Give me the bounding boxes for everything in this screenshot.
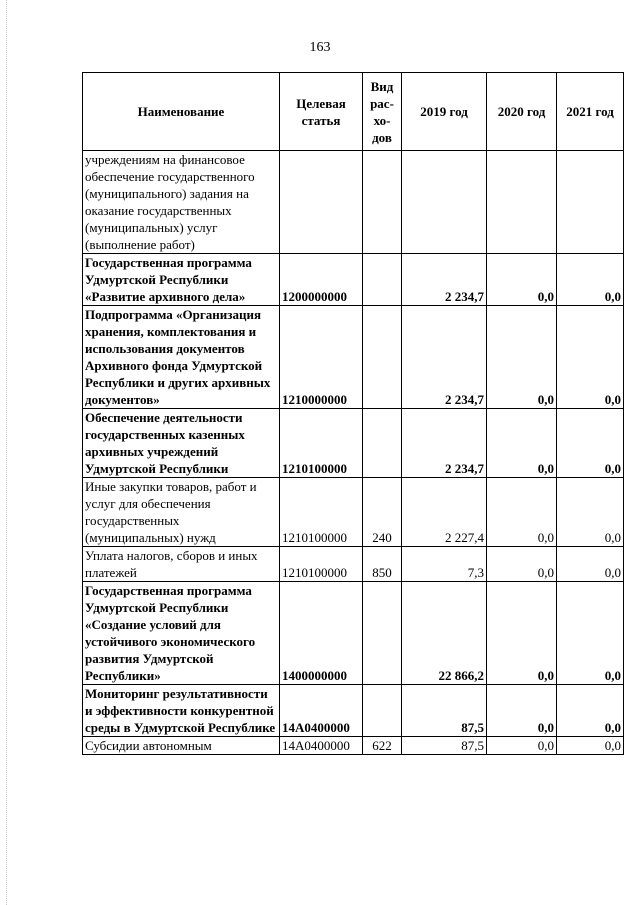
cell-code: 1210100000: [280, 547, 363, 582]
cell-code: 1210100000: [280, 478, 363, 547]
cell-y2020: 0,0: [487, 737, 557, 755]
cell-name: Мониторинг результативности и эффективности конкурентной среды в Удмуртской Республике: [83, 685, 280, 737]
header-code: Целевая статья: [280, 73, 363, 151]
cell-name: Субсидии автономным: [83, 737, 280, 755]
cell-vid: [363, 151, 402, 254]
table-row: [83, 151, 624, 254]
table-row: [83, 737, 624, 755]
cell-y2020: 0,0: [487, 582, 557, 685]
cell-name: Государственная программа Удмуртской Республики «Создание условий для устойчивого экономического развития Удмуртской Республики»: [83, 582, 280, 685]
cell-code: 1210000000: [280, 306, 363, 409]
cell-y2019: [402, 151, 487, 254]
table-row: [83, 547, 624, 582]
cell-y2019: 2 234,7: [402, 306, 487, 409]
cell-vid: [363, 582, 402, 685]
cell-y2019: 2 234,7: [402, 409, 487, 478]
table-row: [83, 685, 624, 737]
cell-y2020: 0,0: [487, 478, 557, 547]
cell-y2019: 2 227,4: [402, 478, 487, 547]
cell-y2021: 0,0: [557, 737, 624, 755]
header-2021: 2021 год: [557, 73, 624, 151]
header-2019: 2019 год: [402, 73, 487, 151]
scan-margin-line: [6, 0, 7, 905]
cell-vid: [363, 306, 402, 409]
table-body: [83, 151, 624, 755]
cell-name: Подпрограмма «Организация хранения, комплектования и использования документов Архивного фонда Удмуртской Республики и других архивных документов»: [83, 306, 280, 409]
cell-y2021: 0,0: [557, 254, 624, 306]
cell-vid: 240: [363, 478, 402, 547]
cell-code: 1200000000: [280, 254, 363, 306]
table-row: [83, 582, 624, 685]
cell-code: 1400000000: [280, 582, 363, 685]
cell-y2020: [487, 151, 557, 254]
cell-vid: [363, 409, 402, 478]
table-row: [83, 306, 624, 409]
table-row: [83, 409, 624, 478]
cell-y2021: 0,0: [557, 409, 624, 478]
cell-y2020: 0,0: [487, 547, 557, 582]
cell-y2021: 0,0: [557, 478, 624, 547]
cell-y2021: 0,0: [557, 547, 624, 582]
cell-y2019: 7,3: [402, 547, 487, 582]
cell-code: 14А0400000: [280, 737, 363, 755]
cell-vid: 850: [363, 547, 402, 582]
cell-name: учреждениям на финансовое обеспечение государственного (муниципального) задания на оказание государственных (муниципальных) услуг (выполнение работ): [83, 151, 280, 254]
cell-y2021: 0,0: [557, 685, 624, 737]
cell-vid: [363, 254, 402, 306]
cell-vid: 622: [363, 737, 402, 755]
cell-code: [280, 151, 363, 254]
cell-y2019: 87,5: [402, 737, 487, 755]
cell-y2020: 0,0: [487, 685, 557, 737]
cell-name: Уплата налогов, сборов и иных платежей: [83, 547, 280, 582]
table-header-row: [83, 73, 624, 151]
cell-y2019: 2 234,7: [402, 254, 487, 306]
cell-y2021: [557, 151, 624, 254]
cell-code: 14А0400000: [280, 685, 363, 737]
cell-y2020: 0,0: [487, 306, 557, 409]
header-2020: 2020 год: [487, 73, 557, 151]
header-vid: Вид рас-хо-дов: [363, 73, 402, 151]
cell-y2019: 22 866,2: [402, 582, 487, 685]
cell-code: 1210100000: [280, 409, 363, 478]
cell-name: Иные закупки товаров, работ и услуг для обеспечения государственных (муниципальных) нужд: [83, 478, 280, 547]
cell-y2019: 87,5: [402, 685, 487, 737]
cell-name: Государственная программа Удмуртской Республики «Развитие архивного дела»: [83, 254, 280, 306]
header-name: Наименование: [83, 73, 280, 151]
cell-y2021: 0,0: [557, 306, 624, 409]
table-row: [83, 478, 624, 547]
budget-table: [82, 72, 624, 755]
table-row: [83, 254, 624, 306]
page-number: 163: [309, 40, 331, 55]
cell-y2020: 0,0: [487, 409, 557, 478]
cell-y2020: 0,0: [487, 254, 557, 306]
cell-name: Обеспечение деятельности государственных казенных архивных учреждений Удмуртской Республики: [83, 409, 280, 478]
cell-y2021: 0,0: [557, 582, 624, 685]
cell-vid: [363, 685, 402, 737]
